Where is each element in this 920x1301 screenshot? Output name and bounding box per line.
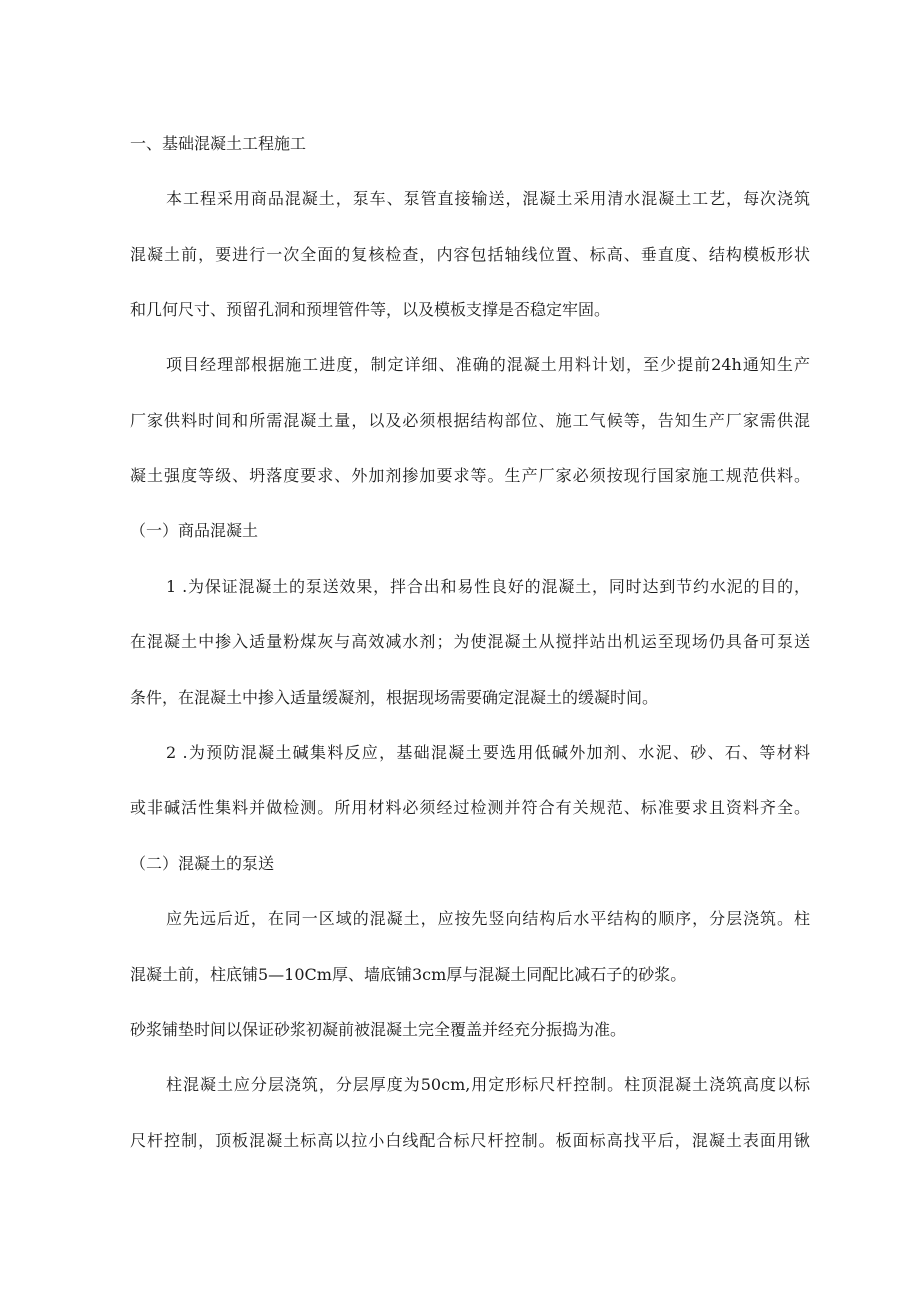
paragraph-line: 和几何尺寸、预留孔洞和预埋管件等，以及模板支撑是否稳定牢固。 [130, 300, 611, 319]
list-item-line: 1 .为保证混凝土的泵送效果，拌合出和易性良好的混凝土，同时达到节约水泥的目的， [166, 577, 810, 596]
subsection-heading: （二）混凝土的泵送 [130, 854, 275, 873]
paragraph-line: 凝土强度等级、坍落度要求、外加剂掺加要求等。生产厂家必须按现行国家施工规范供料。 [130, 466, 810, 485]
paragraph-line: 应先远后近，在同一区域的混凝土，应按先竖向结构后水平结构的顺序，分层浇筑。柱 [166, 909, 810, 928]
list-item-line: 条件，在混凝土中掺入适量缓凝剂，根据现场需要确定混凝土的缓凝时间。 [130, 688, 659, 707]
paragraph-line: 厂家供料时间和所需混凝土量，以及必须根据结构部位、施工气候等，告知生产厂家需供混 [130, 411, 810, 430]
paragraph-line: 混凝土前，柱底铺5—10Cm厚、墙底铺3cm厚与混凝土同配比减石子的砂浆。 [130, 965, 687, 984]
paragraph-line: 砂浆铺垫时间以保证砂浆初凝前被混凝土完全覆盖并经充分振捣为准。 [130, 1020, 627, 1039]
paragraph-line: 项目经理部根据施工进度，制定详细、准确的混凝土用料计划，至少提前24h通知生产 [166, 355, 810, 374]
list-item-line: 2 .为预防混凝土碱集料反应，基础混凝土要选用低碱外加剂、水泥、砂、石、等材料 [166, 743, 810, 762]
list-item-line: 在混凝土中掺入适量粉煤灰与高效减水剂；为使混凝土从搅拌站出机运至现场仍具备可泵送 [130, 632, 810, 651]
paragraph-line: 尺杆控制，顶板混凝土标高以拉小白线配合标尺杆控制。板面标高找平后，混凝土表面用锹 [130, 1131, 810, 1150]
list-item-line: 或非碱活性集料并做检测。所用材料必须经过检测并符合有关规范、标准要求且资料齐全。 [130, 798, 810, 817]
paragraph-line: 混凝土前，要进行一次全面的复核检查，内容包括轴线位置、标高、垂直度、结构模板形状 [130, 245, 810, 264]
paragraph-line: 本工程采用商品混凝土，泵车、泵管直接输送，混凝土采用清水混凝土工艺，每次浇筑 [166, 189, 810, 208]
section-heading: 一、基础混凝土工程施工 [130, 134, 307, 153]
subsection-heading: （一）商品混凝土 [130, 521, 259, 540]
paragraph-line: 柱混凝土应分层浇筑，分层厚度为50cm,用定形标尺杆控制。柱顶混凝土浇筑高度以标 [166, 1075, 810, 1094]
